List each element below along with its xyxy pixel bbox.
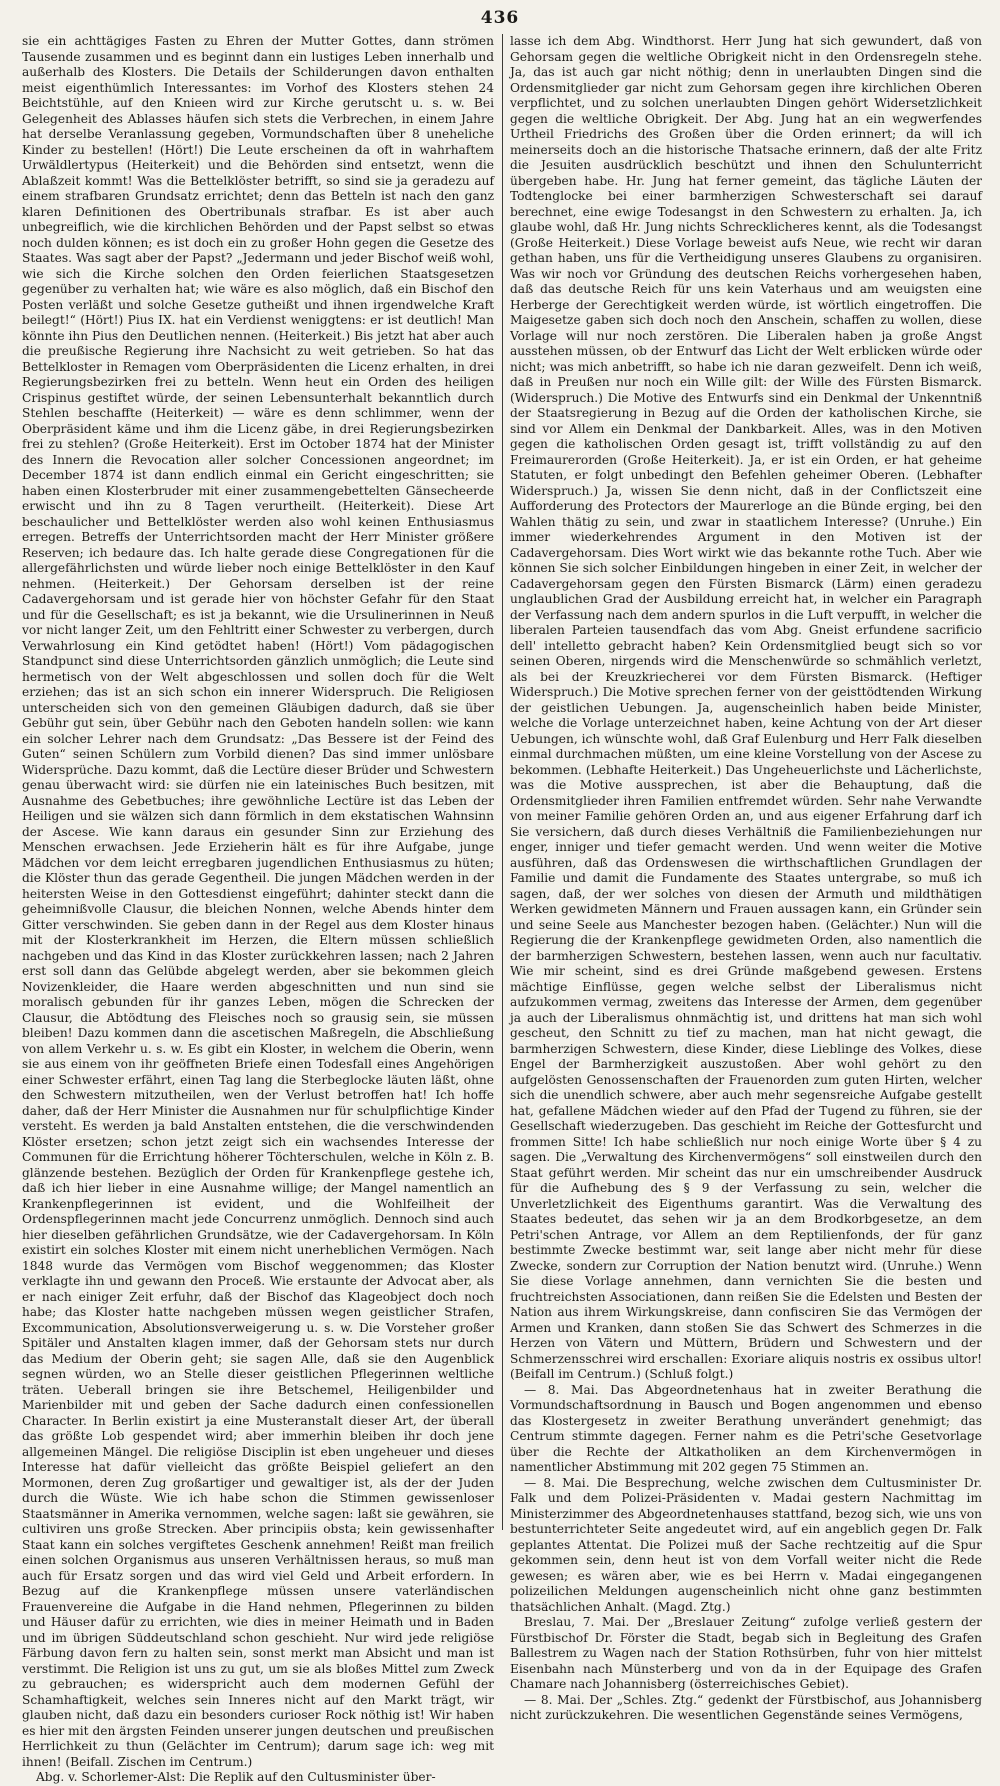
page-number: 436 [480, 8, 520, 28]
text-columns [22, 34, 982, 1784]
column-divider [502, 34, 503, 1530]
news-item-breslau: Breslau, 7. Mai. Der „Breslauer Zeitung“ zufolge verließ gestern der Fürstbischof Dr. Förster die Stadt, begab sich in Begleitung des Grafen Ballestrem zu Wagen nach der Station Rothsürben, fuhr von hier mittelst Eisenbahn nach Münsterberg und von da in der Equipage des Grafen Chamare nach Johannisberg (österreichisches Gebiet). [510, 1615, 982, 1691]
news-item-schles-ztg: — 8. Mai. Der „Schles. Ztg.“ gedenkt der Fürstbischof, aus Johannisberg nicht zurückzukehren. Die wesentlichen Gegenstände seines Vermögens, [510, 1692, 982, 1722]
right-paragraph-1: lasse ich dem Abg. Windthorst. Herr Jung hat sich gewundert, daß von Gehorsam gegen die weltliche Obrigkeit nicht in den Ordensregeln stehe. Ja, das ist auch gar nicht nöthig; denn in unerlaubten Dingen sind die Ordensmitglieder gar nicht zum Gehorsam gegen ihre kirchlichen Oberen verpflichtet, und zu solchen unerlaubten Dingen gehört Widersetzlichkeit gegen die weltliche Obrigkeit. Der Abg. Jung hat an ein wegwerfendes Urtheil Friedrichs des Großen über die Orden erinnert; da will ich meinerseits doch an die historische Thatsache erinnern, daß der alte Fritz die Jesuiten ausdrücklich beschützt und ihnen den Schulunterricht übergeben habe. Hr. Jung hat ferner gemeint, das tägliche Läuten der Todtenglocke bei einer barmherzigen Schwesterschaft sei darauf berechnet, eine ewige Todesangst in den Schwestern zu erhalten. Ja, ich glaube wohl, daß Hr. Jung nichts Schrecklicheres kennt, als die Todesangst (Große Heiterkeit.) Diese Vorlage beweist aufs Neue, wie recht wir daran gethan haben, uns für die Vertheidigung unseres Glaubens zu organisiren. Was wir noch vor Gründung des deutschen Reichs vorhergesehen haben, daß das deutsche Reich für uns kein Vaterhaus und am weuigsten eine Herberge der Gerechtigkeit werden würde, ist wörtlich eingetroffen. Die Maigesetze gaben sich doch noch den Anschein, schaffen zu wollen, diese Vorlage will nur noch zerstören. Die Liberalen haben ja große Angst ausstehen müssen, ob der Entwurf das Licht der Welt erblicken würde oder nicht; was mich anbetrifft, so habe ich nie daran gezweifelt. Denn ich weiß, daß in Preußen nur noch ein Wille gilt: der Wille des Fürsten Bismarck. (Widerspruch.) Die Motive des Entwurfs sind ein Denkmal der Unkenntniß der Staatsregierung in Bezug auf die Orden der katholischen Kirche, sie sind vor Allem ein Denkmal der Dankbarkeit. Alles, was in den Motiven gegen die katholischen Orden gesagt ist, trifft vollständig zu auf den Freimaurerorden (Große Heiterkeit). Ja, er ist ein Orden, er hat geheime Statuten, er folgt unbedingt den Befehlen geheimer Oberen. (Lebhafter Widerspruch.) Ja, wissen Sie denn nicht, daß in der Conflictszeit eine Aufforderung des Protectors der Maurerloge an die Bünde erging, bei den Wahlen thätig zu sein, und zwar in staatlichem Interesse? (Unruhe.) Ein immer wiederkehrendes Argument in den Motiven ist der Cadavergehorsam. Dies Wort wirkt wie das bekannte rothe Tuch. Aber wie können Sie sich solcher Einbildungen hingeben in einer Zeit, in welcher der Cadavergehorsam gegen den Fürsten Bismarck (Lärm) einen geradezu unglaublichen Grad der Ausbildung erreicht hat, in welcher ein Paragraph der Verfassung nach dem andern spurlos in die Luft verpufft, in welcher die liberalen Parteien tausendfach das vom Abg. Gneist erfundene sacrificio dell' intelletto gebracht haben? Kein Ordensmitglied beugt sich so vor seinen Oberen, nirgends wird die Menschenwürde so schmählich verletzt, als bei der Kreuzkriecherei vor dem Fürsten Bismarck. (Heftiger Widerspruch.) Die Motive sprechen ferner von der geisttödtenden Wirkung der geistlichen Uebungen. Ja, augenscheinlich haben beide Minister, welche die Vorlage unterzeichnet haben, keine Achtung von der Art dieser Uebungen, ich wünschte wohl, daß Graf Eulenburg und Herr Falk dieselben einmal durchmachen müßten, um eine kleine Vorstellung von der Ascese zu bekommen. (Lebhafte Heiterkeit.) Das Ungeheuerlichste und Lächerlichste, was die Motive aussprechen, ist aber die Behauptung, daß die Ordensmitglieder ihren Familien entfremdet würden. Sehr nahe Verwandte von meiner Familie gehören Orden an, und aus eigener Erfahrung darf ich Sie versichern, daß durch dieses Verhältniß die Familienbeziehungen nur enger, inniger und tiefer gemacht werden. Und wenn weiter die Motive ausführen, daß das Ordenswesen die wirthschaftlichen Grundlagen der Familie und damit die Fundamente des Staates untergrabe, so muß ich sagen, daß, der wer solches von diesen der Armuth und mildthätigen Werken gewidmeten Männern und Frauen aussagen kann, ein Gründer sein und seine Seele aus Manchester bezogen haben. (Gelächter.) Nun will die Regierung die der Krankenpflege gewidmeten Orden, also namentlich die der barmherzigen Schwestern, bestehen lassen, wenn auch nur facultativ. Wie mir scheint, sind es drei Gründe maßgebend gewesen. Erstens mächtige Einflüsse, gegen welche selbst der Liberalismus nicht aufzukommen vermag, zweitens das Interesse der Armen, dem gegenüber ja auch der Liberalismus ohnmächtig ist, und drittens hat man sich wohl gescheut, den Schnitt zu tief zu machen, man hat nicht gewagt, die barmherzigen Schwestern, diese Kinder, diese Lieblinge des Volkes, diese Engel der Barmherzigkeit auszustoßen. Aber wohl gehört zu den aufgelösten Genossenschaften der Frauenorden zum guten Hirten, welcher sich die unendlich schwere, aber auch mehr segensreiche Aufgabe gestellt hat, gefallene Mädchen wieder auf den Pfad der Tugend zu führen, sie der Gesellschaft wiederzugeben. Das geschieht im Reiche der Gottesfurcht und frommen Sitte! Ich habe schließlich nur noch einige Worte über § 4 zu sagen. Die „Verwaltung des Kirchenvermögens“ soll einstweilen durch den Staat geführt werden. Mir scheint das nur ein umschreibender Ausdruck für die Aufhebung des § 9 der Verfassung zu sein, welcher die Unverletzlichkeit des Eigenthums garantirt. Was die Verwaltung des Staates bedeutet, das sehen wir ja an dem Brodkorbgesetze, an dem Petri'schen Antrage, vor Allem an dem Reptilienfonds, der für ganz bestimmte Zwecke bestimmt war, seit lange aber nicht mehr für diese Zwecke, sondern zur Corruption der Nation benutzt wird. (Unruhe.) Wenn Sie diese Vorlage annehmen, dann vernichten Sie die besten und fruchtreichsten Associationen, dann reißen Sie die Edelsten und Besten der Nation aus ihrem Wirkungskreise, dann confisciren Sie das Vermögen der Armen und Kranken, dann stoßen Sie das Schwert des Schmerzes in die Herzen von Vätern und Müttern, Brüdern und Schwestern und der Schmerzensschrei wird erschallen: Exoriare aliquis nostris ex ossibus ultor! (Beifall im Centrum.) (Schluß folgt.) [510, 34, 982, 1381]
news-item-abgeordnetenhaus: — 8. Mai. Das Abgeordnetenhaus hat in zweiter Berathung die Vormundschaftsordnung in Bausch und Bogen angenommen und ebenso das Klostergesetz in zweiter Berathung unverändert genehmigt; das Centrum stimmte dagegen. Ferner nahm es die Petri'sche Gesetvorlage über die Rechte der Altkatholiken an dem Kirchenvermögen in namentlicher Abstimmung mit 202 gegen 75 Stimmen an. [510, 1382, 982, 1474]
left-paragraph-2: Abg. v. Schorlemer-Alst: Die Replik auf den Cultusminister über- [36, 1770, 436, 1784]
news-item-besprechung: — 8. Mai. Die Besprechung, welche zwischen dem Cultusminister Dr. Falk und dem Polizei-Präsidenten v. Madai gestern Nachmittag im Ministerzimmer des Abgeordnetenhauses stattfand, bezog sich, wie uns von bestunterrichteter Seite angedeutet wird, auf ein angeblich gegen Dr. Falk geplantes Attentat. Die Polizei muß der Sache rechtzeitig auf die Spur gekommen sein, denn heut ist von dem Vorfall weiter nicht die Rede gewesen; es wären aber, wie es bei Herrn v. Madai eingegangenen polizeilichen Meldungen augenscheinlich nicht ohne ganz bestimmten thatsächlichen Anhalt. (Magd. Ztg.) [510, 1475, 982, 1614]
left-paragraph-1: sie ein achttägiges Fasten zu Ehren der Mutter Gottes, dann strömen Tausende zusammen und es beginnt dann ein lustiges Leben innerhalb und außerhalb des Klosters. Die Details der Schilderungen davon enthalten meist eigenthümlich Interessantes: im Vorhof des Klosters stehen 24 Beichtstühle, auf den Knieen wird zur Kirche gerutscht u. s. w. Bei Gelegenheit des Ablasses häufen sich stets die Verbrechen, in einem Jahre hat derselbe Veranlassung gegeben, Vormundschaften über 8 uneheliche Kinder zu bestellen! (Hört!) Die Leute erscheinen da oft in wahrhaftem Urwäldlertypus (Heiterkeit) und die Behörden sind entsetzt, wenn die Ablaßzeit kommt! Was die Bettelklöster betrifft, so sind sie ja geradezu auf einem strafbaren Grundsatz errichtet; denn das Betteln ist nach den ganz klaren Definitionen des Obertribunals strafbar. Es ist aber auch unbegreiflich, wie die kirchlichen Behörden und der Papst selbst so etwas noch dulden können; es ist doch ein zu großer Hohn gegen die Gesetze des Staates. Was sagt aber der Papst? „Jedermann und jeder Bischof weiß wohl, wie sich die Kirche solchen den Orden feierlichen Staatsgesetzen gegenüber zu verhalten hat; wie wäre es also möglich, daß ein Bischof den Posten verläßt und solche Gesetze gutheißt und ihnen irgendwelche Kraft beilegt!“ (Hört!) Pius IX. hat ein Verdienst weniggtens: er ist deutlich! Man könnte ihn Pius den Deutlichen nennen. (Heiterkeit.) Bis jetzt hat aber auch die preußische Regierung ihre Nachsicht zu weit getrieben. So hat das Bettelkloster in Remagen vom Oberpräsidenten die Licenz erhalten, in drei Regierungsbezirken frei zu betteln. Wenn heut ein Orden des heiligen Crispinus gestiftet würde, der seinen Lebensunterhalt bekanntlich durch Stehlen beschaffte (Heiterkeit) — wäre es denn schlimmer, wenn der Oberpräsident käme und ihm die Licenz gäbe, in drei Regierungsbezirken frei zu stehlen? (Große Heiterkeit). Erst im October 1874 hat der Minister des Innern die Revocation aller solcher Concessionen angeordnet; im December 1874 ist dann endlich einmal ein Gericht eingeschritten; sie haben einen Klosterbruder mit einer zusammengebettelten Gänsecheerde erwischt und ihn zu 8 Tagen verurtheilt. (Heiterkeit). Diese Art beschaulicher und Bettelklöster werden also wohl keinen Enthusiasmus erregen. Betreffs der Unterrichtsorden macht der Herr Minister größere Reserven; ich bedaure das. Ich halte gerade diese Congregationen für die allergefährlichsten und würde lieber noch einige Bettelklöster in den Kauf nehmen. (Heiterkeit.) Der Gehorsam derselben ist der reine Cadavergehorsam und ist gerade hier von höchster Gefahr für den Staat und für die Gesellschaft; es ist ja bekannt, wie die Ursulinerinnen in Neuß vor nicht langer Zeit, um den Fehltritt einer Schwester zu verbergen, durch Verwahrlosung ein Kind getödtet haben! (Hört!) Vom pädagogischen Standpunct sind diese Unterrichtsorden gänzlich unmöglich; die Leute sind hermetisch von der Welt abgeschlossen und sollen doch für die Welt erziehen; das ist an sich schon ein innerer Widerspruch. Die Religiosen unterscheiden sich von den gemeinen Gläubigen dadurch, daß sie über Gebühr gut sein, über Gebühr nach den Geboten handeln sollen: wie kann ein solcher Lehrer nach dem Grundsatz: „Das Bessere ist der Feind des Guten“ seinen Schülern zum Vorbild dienen? Das sind immer unlösbare Widersprüche. Dazu kommt, daß die Lectüre dieser Brüder und Schwestern genau überwacht wird: sie dürfen nie ein lateinisches Buch besitzen, mit Ausnahme des Gebetbuches; ihre gewöhnliche Lectüre ist das Leben der Heiligen und sie wälzen sich dann förmlich in dem ekstatischen Wahnsinn der Ascese. Wie kann daraus ein gesunder Sinn zur Erziehung des Menschen erwachsen. Jede Erzieherin hält es für ihre Aufgabe, junge Mädchen vor dem leicht erregbaren jugendlichen Enthusiasmus zu hüten; die Klöster thun das gerade Gegentheil. Die jungen Mädchen werden in der heitersten Weise in den Gottesdienst eingeführt; dahinter steckt dann die geheimnißvolle Clausur, die bleichen Nonnen, welche Abends hinter dem Gitter verschwinden. Sie geben dann in der Regel aus dem Kloster hinaus mit der Klosterkrankheit im Herzen, die Eltern müssen schließlich nachgeben und das Kind in das Kloster zurückkehren lassen; nach 2 Jahren erst soll dann das Gelübde abgelegt werden, aber sie bekommen gleich Novizenkleider, die Haare werden abgeschnitten und nun sind sie moralisch gebunden für ihr ganzes Leben, mögen die Schrecken der Clausur, die Abtödtung des Fleisches noch so grausig sein, sie müssen bleiben! Dazu kommen dann die ascetischen Maßregeln, die Abschließung von allem Verkehr u. s. w. Es gibt ein Kloster, in welchem die Oberin, wenn sie aus einem von ihr geöffneten Briefe einen Todesfall eines Angehörigen einer Schwester erfährt, einen Tag lang die Sterbeglocke läuten läßt, ohne den Schwestern mitzutheilen, wen der Verlust betroffen hat! Ich hoffe daher, daß der Herr Minister die Ausnahmen nur für schulpflichtige Kinder versteht. Es werden ja bald Anstalten entstehen, die die verschwindenden Klöster ersetzen; schon jetzt zeigt sich ein wachsendes Interesse der Communen für die Errichtung höherer Töchterschulen, welche in Köln z. B. glänzende bestehen. Bezüglich der Orden für Krankenpflege gestehe ich, daß ich hier lieber in eine Ausnahme willige; der Mangel namentlich an Krankenpflegerinnen ist evident, und die Wohlfeilheit der Ordenspflegerinnen macht jede Concurrenz unmöglich. Dennoch sind auch hier dieselben gefährlichen Grundsätze, wie der Cadavergehorsam. In Köln existirt ein solches Kloster mit einem nicht unerheblichen Vermögen. Nach 1848 wurde das Vermögen vom Bischof weggenommen; das Kloster verklagte ihn und gewann den Proceß. Wie erstaunte der Advocat aber, als er nach einiger Zeit erfuhr, daß der Bischof das Klageobject doch noch habe; das Kloster hatte nachgeben müssen wegen geistlicher Strafen, Excommunication, Absolutionsverweigerung u. s. w. Die Vorsteher großer Spitäler und Anstalten klagen immer, daß der Gehorsam stets nur durch das Medium der Oberin geht; sie sagen Alle, daß sie den Augenblick segnen würden, wo an Stelle dieser geistlichen Pflegerinnen weltliche träten. Ueberall bringen sie ihre Betschemel, Heiligenbilder und Marienbilder mit und geben der Sache dadurch einen confessionellen Character. In Berlin existirt ja eine Musteranstalt dieser Art, der überall das größte Lob gespendet wird; aber immerhin bleiben ihr doch jene allgemeinen Mängel. Die religiöse Disciplin ist eben ungeheuer und dieses Interesse hat dafür vielleicht das größte Beispiel geliefert an den Mormonen, deren Zug großartiger und gewaltiger ist, als der der Juden durch die Wüste. Wie ich habe schon die Stimmen gewissenloser Staatsmänner in Amerika vernommen, welche sagen: laßt sie gewähren, sie cultiviren uns große Strecken. Aber principiis obsta; kein gewissenhafter Staat kann ein solches vergiftetes Geschenk annehmen! Reißt man freilich einen solchen Organismus aus unseren Verhältnissen heraus, so muß man auch für Ersatz sorgen und das wird viel Geld und Arbeit erfordern. In Bezug auf die Krankenpflege müssen unsere vaterländischen Frauenvereine die Aufgabe in die Hand nehmen, Pflegerinnen zu bilden und Häuser dafür zu errichten, wie dies in meiner Heimath und in Baden und im übrigen Süddeutschland schon geschieht. Nur wird jede religiöse Färbung davon fern zu halten sein, sonst merkt man Absicht und man ist verstimmt. Die Religion ist uns zu gut, um sie als bloßes Mittel zum Zweck zu gebrauchen; es widerspricht auch dem modernen Gefühl der Schamhaftigkeit, welches sein Inneres nicht auf den Markt trägt, wir glauben nicht, daß dazu ein besonders curioser Rock nöthig ist! Wir haben es hier mit den ärgsten Feinden unserer jungen deutschen und preußischen Herrlichkeit zu thun (Gelächter im Centrum); darum sage ich: weg mit ihnen! (Beifall. Zischen im Centrum.) [22, 34, 494, 1769]
left-column [22, 34, 494, 1784]
right-column [510, 34, 982, 1722]
